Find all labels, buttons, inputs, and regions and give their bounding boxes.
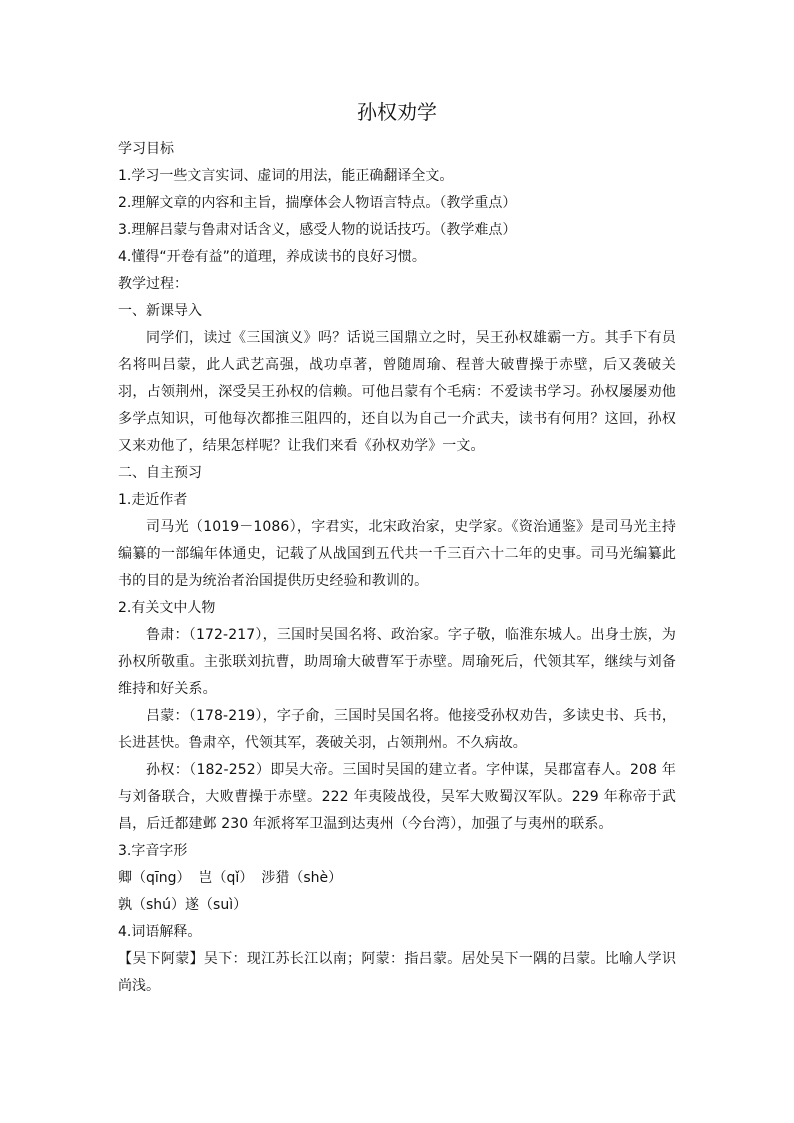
subsection-heading: 2.有关文中人物 — [118, 600, 216, 616]
vocab-paragraph: 【吴下阿蒙】吴下：现江苏长江以南；阿蒙：指吕蒙。居处吴下一隅的吕蒙。比喻人学识尚浅。 — [118, 951, 676, 994]
pronunciation-item: 岂（qǐ） — [198, 870, 254, 886]
document-page — [118, 98, 676, 1000]
subsection-heading: 3.字音字形 — [118, 843, 188, 859]
objective-item: 3.理解吕蒙与鲁肃对话含义，感受人物的说话技巧。（教学难点） — [118, 222, 517, 238]
objective-item: 1.学习一些文言实词、虚词的用法，能正确翻译全文。 — [118, 168, 454, 184]
objectives-heading: 学习目标 — [118, 141, 174, 157]
section-heading: 二、自主预习 — [118, 465, 202, 481]
subsection-heading: 1.走近作者 — [118, 492, 188, 508]
pronunciation-item: 涉猎（shè） — [261, 870, 343, 886]
pronunciation-item: 卿（qīng） — [118, 870, 191, 886]
intro-paragraph: 同学们，读过《三国演义》吗？话说三国鼎立之时，吴王孙权雄霸一方。其手下有员名将叫吕蒙，此人武艺高强，战功卓著，曾随周瑜、程普大破曹操于赤壁，后又袭破关羽，占领荆州，深受吴王孙权的信赖。可他吕蒙有个毛病：不爱读书学习。孙权屡屡劝他多学点知识，可他每次都推三阻四的，还自以为自己一介武夫，读书有何用？这回，孙权又来劝他了，结果怎样呢？让我们来看《孙权劝学》一文。 — [118, 330, 676, 454]
author-paragraph: 司马光（1019－1086），字君实，北宋政治家，史学家。《资治通鉴》是司马光主持编纂的一部编年体通史，记载了从战国到五代共一千三百六十二年的史事。司马光编纂此书的目的是为统治者治国提供历史经验和教训的。 — [118, 519, 676, 589]
person-paragraph: 吕蒙：（178-219），字子俞，三国时吴国名将。他接受孙权劝告，多读史书、兵书，长进甚快。鲁肃卒，代领其军，袭破关羽，占领荆州。不久病故。 — [118, 708, 676, 751]
objective-item: 4.懂得“开卷有益”的道理，养成读书的良好习惯。 — [118, 249, 426, 265]
objective-item: 2.理解文章的内容和主旨，揣摩体会人物语言特点。（教学重点） — [118, 195, 517, 211]
document-title: 孙权劝学 — [357, 100, 437, 124]
section-heading: 一、新课导入 — [118, 303, 202, 319]
pronunciation-line — [118, 865, 676, 892]
person-paragraph: 鲁肃：（172-217），三国时吴国名将、政治家。字子敬，临淮东城人。出身士族，为孙权所敬重。主张联刘抗曹，助周瑜大破曹军于赤壁。周瑜死后，代领其军，继续与刘备维持和好关系。 — [118, 627, 676, 697]
process-heading: 教学过程： — [118, 276, 188, 292]
subsection-heading: 4.词语解释。 — [118, 924, 202, 940]
person-paragraph: 孙权：（182-252）即吴大帝。三国时吴国的建立者。字仲谋，吴郡富春人。208 年与刘备联合，大败曹操于赤壁。222 年夷陵战役，吴军大败蜀汉军队。229 年称帝于武昌，后迁都建邺 230 年派将军卫温到达夷州（今台湾），加强了与夷州的联系。 — [118, 762, 676, 832]
pronunciation-line: 孰（shú）遂（suì） — [118, 897, 248, 913]
